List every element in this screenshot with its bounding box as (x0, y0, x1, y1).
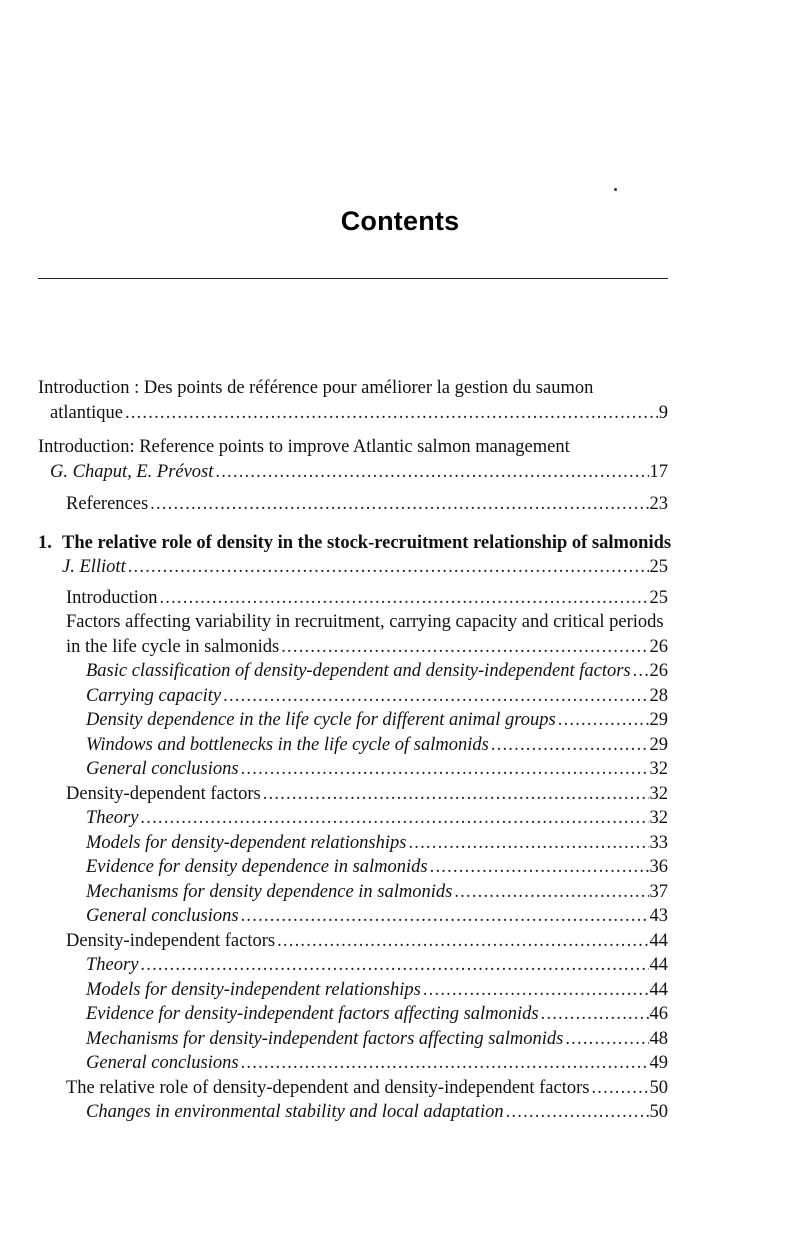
page-number: 26 (649, 661, 668, 681)
dot-leader (565, 1027, 648, 1052)
toc-entry-intro-en (38, 435, 668, 517)
dot-leader (125, 401, 658, 426)
toc-chapter-1 (38, 531, 672, 1125)
dot-leader (541, 1002, 649, 1027)
dot-leader (633, 659, 649, 684)
dot-leader (281, 635, 648, 660)
subsection-title: Mechanisms for density-independent factors affecting salmonids (86, 1028, 564, 1049)
dot-leader (241, 1051, 649, 1076)
dot-leader (506, 1100, 649, 1125)
page-number: 23 (649, 494, 668, 514)
page-number: 43 (649, 906, 668, 926)
toc-subsection[interactable] (38, 1051, 668, 1076)
dot-leader (150, 492, 648, 517)
subsection-title: Evidence for density-independent factors affecting salmonids (86, 1004, 539, 1024)
chapter-author: J. Elliott (62, 557, 126, 577)
toc-subsection[interactable] (38, 978, 668, 1003)
chapter-number: 1. (38, 532, 52, 553)
page-number: 32 (649, 808, 668, 828)
page-number: 33 (649, 832, 668, 853)
toc-entry-title: Introduction: Reference points to improve Atlantic salmon management (38, 437, 570, 457)
toc-subsection[interactable] (38, 708, 668, 733)
dot-leader (241, 757, 649, 782)
toc-subsection[interactable] (38, 831, 668, 856)
subsection-title: General conclusions (86, 906, 239, 926)
toc-subsection[interactable] (38, 1100, 668, 1125)
section-title: The relative role of density-dependent and density-independent factors (66, 1077, 590, 1098)
toc-entry-intro-fr (38, 376, 668, 425)
dot-leader (241, 904, 649, 929)
dot-leader (591, 1076, 648, 1101)
toc-subentry-title: References (66, 494, 149, 514)
dot-leader (159, 586, 648, 611)
page-number: 32 (649, 759, 668, 779)
subsection-title: Basic classification of density-dependent and density-independent factors (86, 661, 631, 681)
page-title: Contents (340, 206, 460, 236)
dot-leader (140, 953, 648, 978)
subsection-title: Models for density-independent relationships (86, 979, 421, 1000)
subsection-title: General conclusions (86, 1053, 239, 1073)
dot-leader (263, 782, 649, 807)
subsection-title: Windows and bottlenecks in the life cycle of salmonids (86, 734, 489, 755)
section-title: Factors affecting variability in recruitment, carrying capacity and critical periods (66, 612, 664, 632)
toc-section-introduction[interactable] (38, 586, 668, 611)
dot-leader (408, 831, 648, 856)
toc-subsection[interactable] (38, 880, 668, 905)
page-number: 48 (649, 1028, 668, 1049)
toc-subsection[interactable] (38, 855, 668, 880)
page-number: 9 (658, 402, 668, 423)
toc-subentry-references[interactable] (38, 492, 668, 517)
toc-entry-row[interactable] (38, 401, 668, 426)
subsection-title: Models for density-dependent relationships (86, 832, 407, 853)
page-number: 50 (649, 1077, 668, 1098)
subsection-title: Evidence for density dependence in salmonids (86, 857, 428, 877)
dot-leader (430, 855, 649, 880)
dot-leader (215, 460, 648, 485)
page-number: 25 (649, 557, 668, 577)
section-title-cont: in the life cycle in salmonids (66, 636, 280, 657)
chapter-title: The relative role of density in the stock-recruitment relationship of salmonids (62, 532, 672, 553)
page-number: 44 (649, 955, 668, 975)
table-of-contents (38, 376, 672, 1125)
page-number: 28 (649, 685, 668, 706)
chapter-heading[interactable] (38, 531, 672, 556)
section-title: Introduction (66, 587, 158, 608)
toc-section-density-dependent[interactable] (38, 782, 668, 807)
toc-subsection[interactable] (38, 1027, 668, 1052)
subsection-title: Mechanisms for density dependence in salmonids (86, 881, 453, 902)
subsection-title: Density dependence in the life cycle for different animal groups (86, 710, 556, 730)
dot-leader (140, 806, 648, 831)
toc-entry-row[interactable] (38, 460, 668, 485)
subsection-title: Carrying capacity (86, 685, 222, 706)
toc-subsection[interactable] (38, 684, 668, 709)
toc-section-relative-role[interactable] (38, 1076, 668, 1101)
dot-leader (223, 684, 648, 709)
subsection-title: General conclusions (86, 759, 239, 779)
subsection-title: Theory (86, 955, 139, 975)
toc-entry-title: Introduction : Des points de référence pour améliorer la gestion du saumon (38, 378, 594, 398)
page-number: 37 (649, 881, 668, 902)
dot-leader (128, 555, 649, 580)
toc-section-factors[interactable] (38, 635, 668, 660)
subsection-title: Theory (86, 808, 139, 828)
toc-subsection[interactable] (38, 1002, 668, 1027)
toc-subsection[interactable] (38, 904, 668, 929)
dot-leader (491, 733, 649, 758)
page-number: 36 (649, 857, 668, 877)
toc-subsection[interactable] (38, 953, 668, 978)
section-title: Density-dependent factors (66, 783, 261, 804)
dot-leader (454, 880, 648, 905)
page-number: 25 (649, 587, 668, 608)
section-title: Density-independent factors (66, 930, 276, 951)
toc-section-density-independent[interactable] (38, 929, 668, 954)
page-number: 32 (649, 783, 668, 804)
dot-leader (277, 929, 648, 954)
toc-subsection[interactable] (38, 757, 668, 782)
page-number: 44 (649, 930, 668, 951)
page-number: 29 (649, 734, 668, 755)
toc-subsection[interactable] (38, 733, 668, 758)
page-number: 26 (649, 636, 668, 657)
dot-leader (423, 978, 649, 1003)
page-speck (614, 188, 617, 191)
page-number: 49 (649, 1053, 668, 1073)
page-number: 17 (649, 461, 668, 482)
toc-entry-title-cont: atlantique (50, 402, 123, 423)
dot-leader (558, 708, 649, 733)
toc-subsection[interactable] (38, 659, 668, 684)
toc-entry-authors: G. Chaput, E. Prévost (50, 461, 214, 482)
chapter-author-row[interactable] (38, 555, 668, 580)
page-number: 50 (649, 1102, 668, 1122)
toc-subsection[interactable] (38, 806, 668, 831)
page-number: 29 (649, 710, 668, 730)
subsection-title: Changes in environmental stability and local adaptation (86, 1102, 504, 1122)
page-number: 46 (649, 1004, 668, 1024)
title-rule (38, 278, 668, 279)
page-number: 44 (649, 979, 668, 1000)
